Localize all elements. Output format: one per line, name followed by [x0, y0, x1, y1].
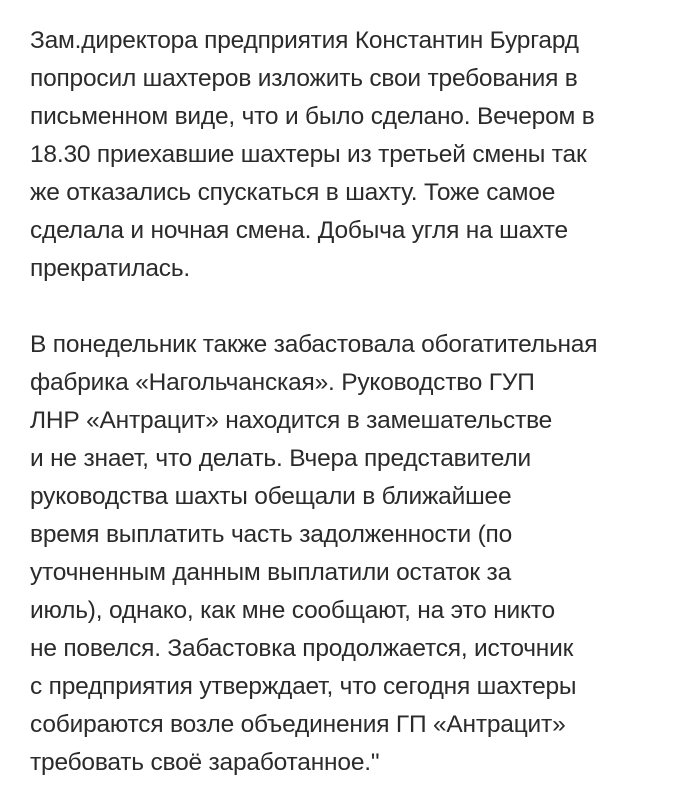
text-line: прекратилась.: [30, 255, 190, 282]
text-line: уточненным данным выплатили остаток за: [30, 559, 512, 586]
text-line: июль), однако, как мне сообщают, на это никто: [30, 597, 555, 624]
text-line: не повелся. Забастовка продолжается, источник: [30, 635, 574, 662]
text-line: 18.30 приехавшие шахтеры из третьей смены так: [30, 141, 587, 168]
text-line: собираются возле объединения ГП «Антрацит»: [30, 711, 566, 738]
text-line: Зам.директора предприятия Константин Бургард: [30, 27, 579, 54]
text-line: В понедельник также забастовала обогатительная: [30, 331, 598, 358]
paragraph-2: [30, 326, 672, 782]
text-line: ЛНР «Антрацит» находится в замешательстве: [30, 407, 553, 434]
text-line: сделала и ночная смена. Добыча угля на шахте: [30, 217, 568, 244]
text-line: руководства шахты обещали в ближайшее: [30, 483, 512, 510]
text-line: же отказались спускаться в шахту. Тоже самое: [30, 179, 556, 206]
text-line: с предприятия утверждает, что сегодня шахтеры: [30, 673, 577, 700]
text-line: фабрика «Нагольчанская». Руководство ГУП: [30, 369, 535, 396]
text-line: время выплатить часть задолженности (по: [30, 521, 513, 548]
text-line: попросил шахтеров изложить свои требования в: [30, 65, 578, 92]
paragraph-1: [30, 22, 672, 288]
text-line: письменном виде, что и было сделано. Вечером в: [30, 103, 595, 130]
text-line: требовать своё заработанное.": [30, 749, 380, 776]
text-line: и не знает, что делать. Вчера представители: [30, 445, 531, 472]
